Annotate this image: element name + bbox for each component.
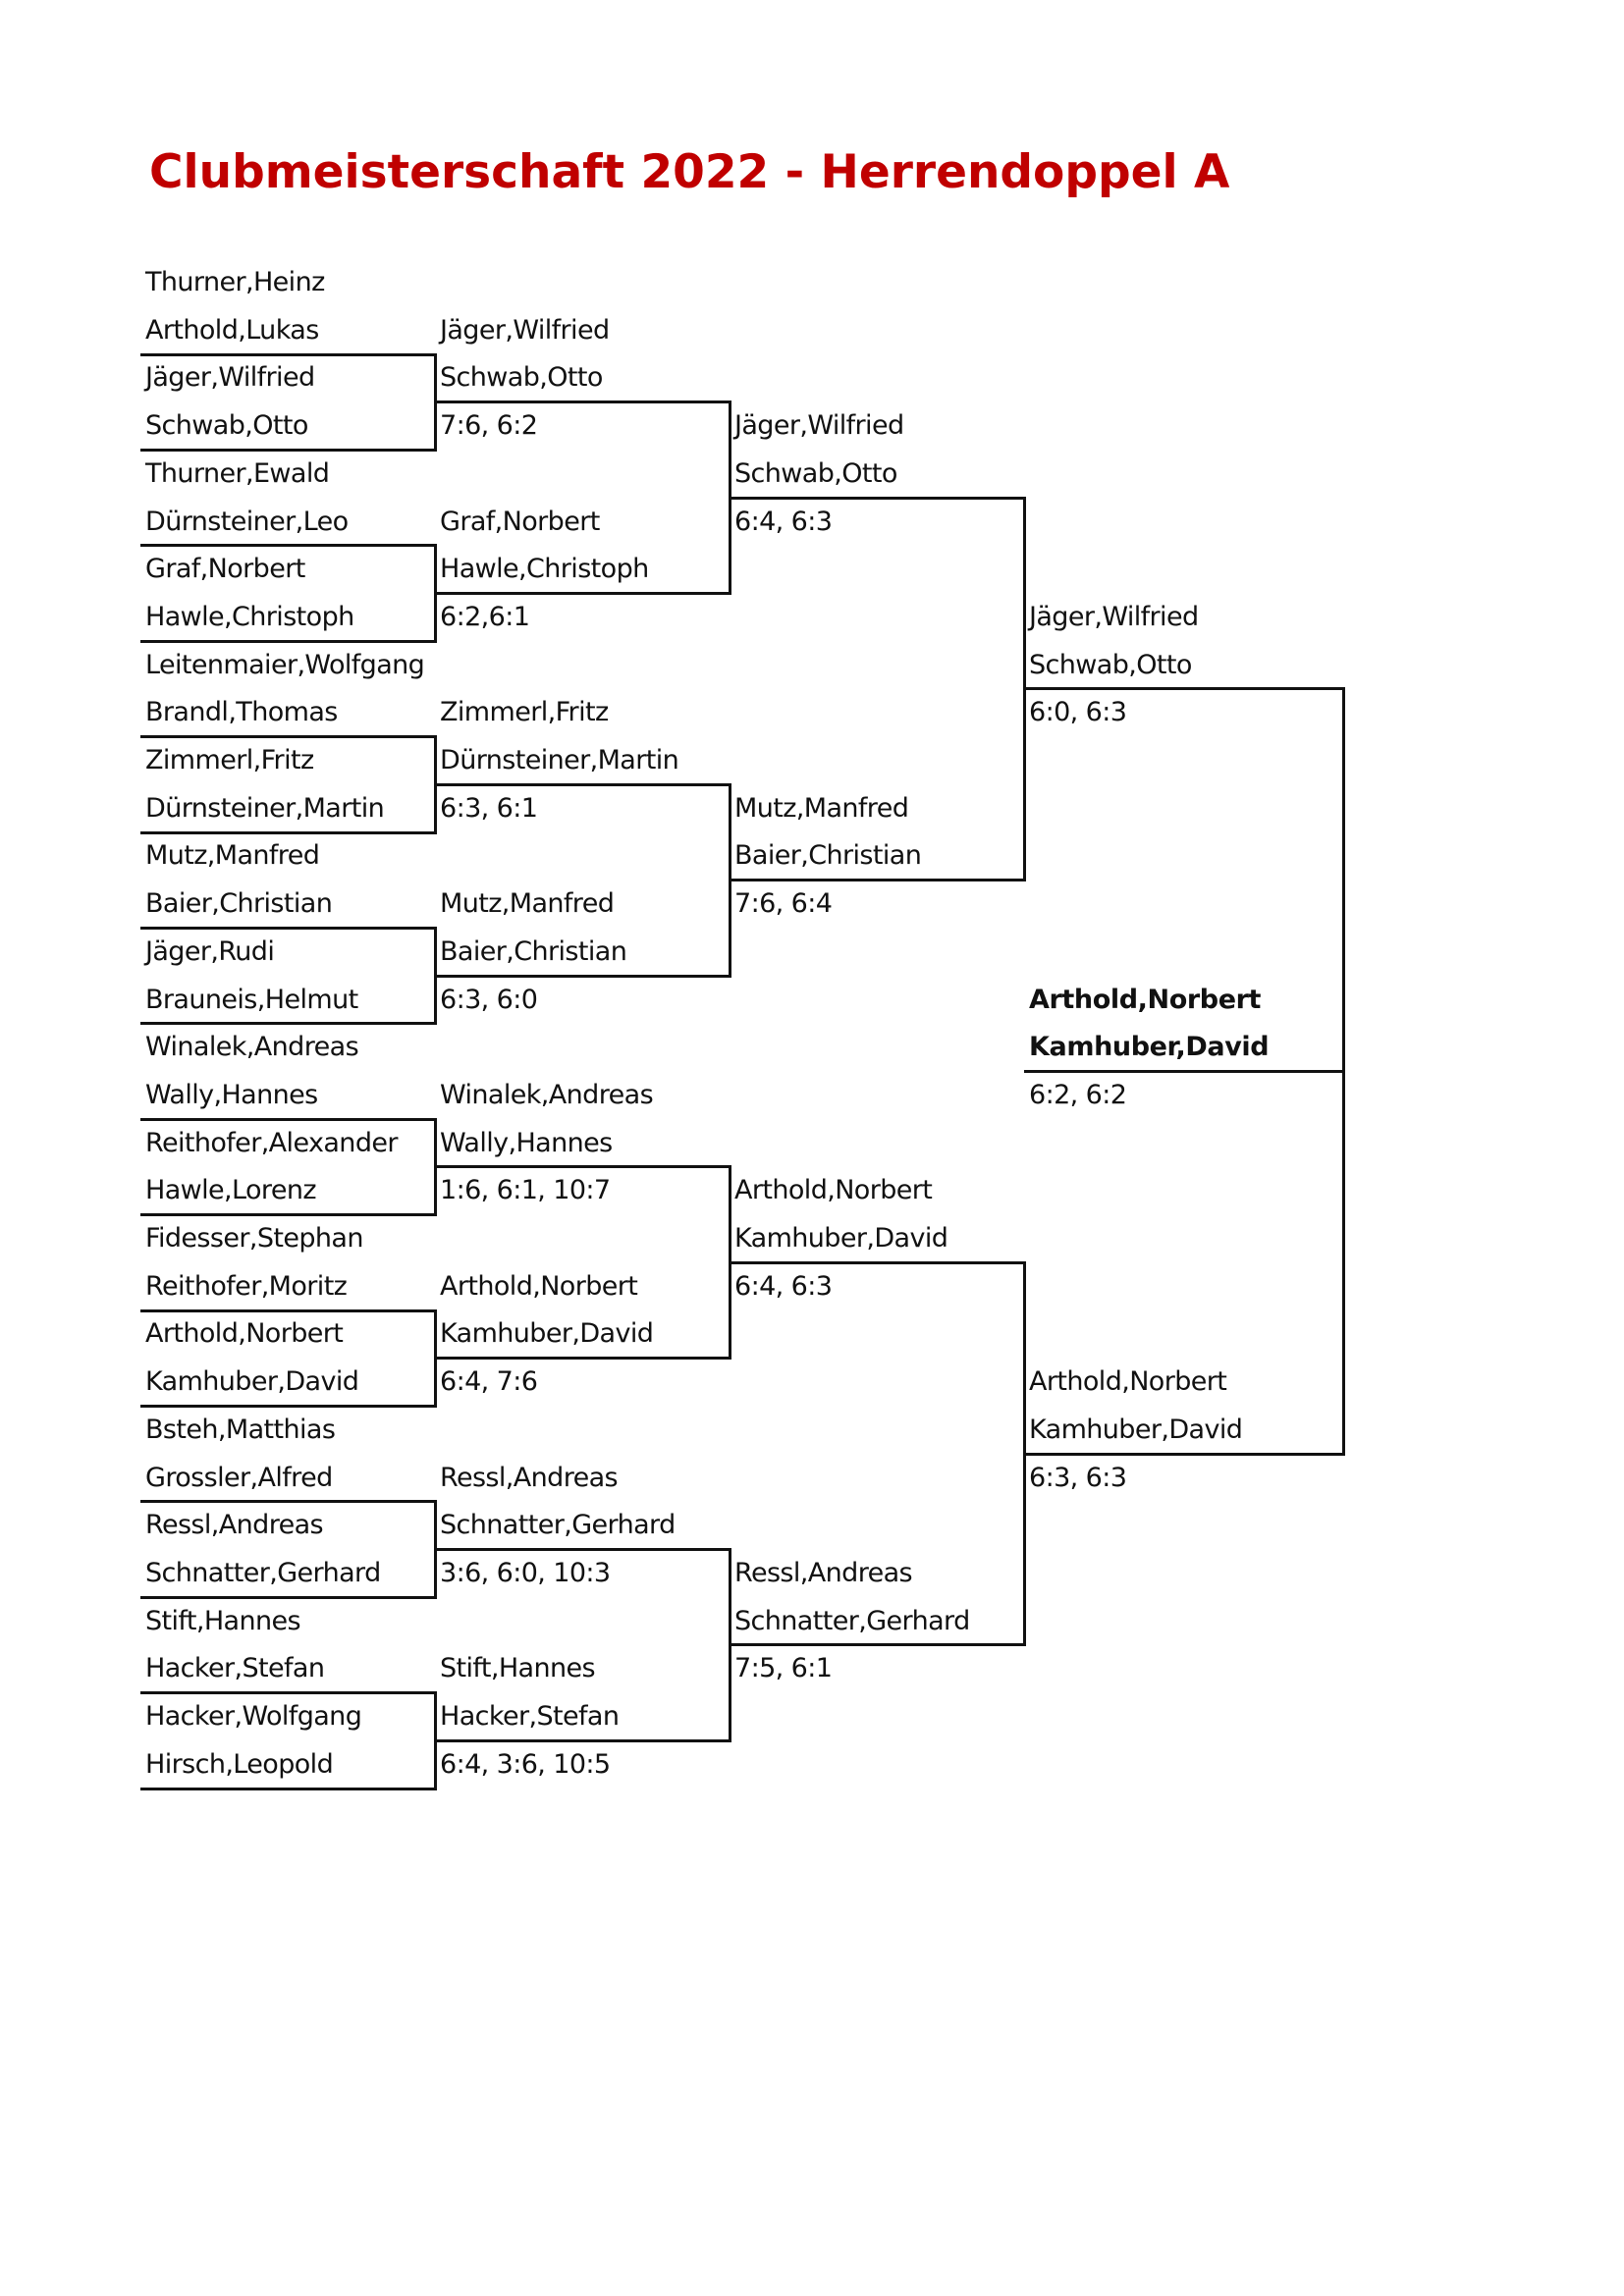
round2-player-name: Hawle,Christoph — [440, 554, 649, 585]
final-line — [1024, 1070, 1343, 1073]
semifinal-score: 6:3, 6:3 — [1029, 1462, 1127, 1493]
round1-player-name: Dürnsteiner,Martin — [145, 792, 385, 824]
round2-player-name: Baier,Christian — [440, 935, 627, 967]
round1-player-name: Thurner,Heinz — [145, 267, 325, 297]
final-score: 6:2, 6:2 — [1029, 1079, 1127, 1110]
round2-score: 1:6, 6:1, 10:7 — [440, 1175, 611, 1206]
round1-player-name: Schwab,Otto — [145, 410, 308, 442]
semifinal-player-name: Jäger,Wilfried — [1029, 601, 1199, 632]
round1-player-name: Wally,Hannes — [145, 1079, 318, 1110]
round1-bracket-bottom — [140, 1213, 435, 1216]
round2-player-name: Jäger,Wilfried — [440, 314, 610, 346]
round1-player-name: Arthold,Lukas — [145, 314, 319, 346]
round1-bracket-top — [140, 1500, 435, 1503]
round1-player-name: Hirsch,Leopold — [145, 1748, 334, 1780]
round1-player-name: Arthold,Norbert — [145, 1318, 344, 1350]
round1-player-name: Grossler,Alfred — [145, 1462, 333, 1493]
round2-score: 3:6, 6:0, 10:3 — [440, 1557, 611, 1588]
round1-player-name: Reithofer,Moritz — [145, 1270, 348, 1302]
round3-score: 6:4, 6:3 — [734, 506, 833, 537]
round2-player-name: Mutz,Manfred — [440, 888, 615, 920]
round2-score: 6:4, 3:6, 10:5 — [440, 1748, 611, 1780]
round1-bracket-bottom — [140, 1405, 435, 1408]
round1-player-name: Fidesser,Stephan — [145, 1223, 363, 1254]
round2-bracket-bottom — [435, 592, 730, 595]
round1-player-name: Zimmerl,Fritz — [145, 745, 314, 775]
round1-player-name: Baier,Christian — [145, 888, 333, 920]
round1-bracket-bottom — [140, 1596, 435, 1599]
round1-player-name: Dürnsteiner,Leo — [145, 506, 349, 537]
round1-bracket-top — [140, 353, 435, 356]
round3-bracket-top — [730, 497, 1024, 500]
round1-player-name: Winalek,Andreas — [145, 1032, 359, 1063]
round2-player-name: Dürnsteiner,Martin — [440, 745, 679, 775]
round3-bracket-bottom — [730, 879, 1024, 881]
round1-bracket-top — [140, 735, 435, 738]
round1-player-name: Brandl,Thomas — [145, 697, 338, 728]
round2-player-name: Graf,Norbert — [440, 506, 600, 537]
round2-player-name: Stift,Hannes — [440, 1653, 595, 1684]
round3-bracket-top — [730, 1261, 1024, 1264]
round1-player-name: Stift,Hannes — [145, 1605, 300, 1636]
round3-player-name: Kamhuber,David — [734, 1223, 948, 1254]
round1-bracket-bottom — [140, 640, 435, 643]
round3-player-name: Schwab,Otto — [734, 457, 897, 489]
round1-player-name: Ressl,Andreas — [145, 1510, 324, 1541]
round2-score: 6:4, 7:6 — [440, 1366, 538, 1398]
round3-player-name: Mutz,Manfred — [734, 792, 909, 824]
round1-bracket-top — [140, 1309, 435, 1312]
semifinal-player-name: Arthold,Norbert — [1029, 1366, 1227, 1398]
round1-player-name: Jäger,Rudi — [145, 935, 275, 967]
round2-bracket-top — [435, 783, 730, 786]
round1-player-name: Thurner,Ewald — [145, 457, 330, 489]
round1-player-name: Bsteh,Matthias — [145, 1414, 336, 1445]
round2-bracket-top — [435, 1165, 730, 1168]
round1-player-name: Reithofer,Alexander — [145, 1127, 398, 1158]
round3-bracket-bottom — [730, 1643, 1024, 1646]
round1-player-name: Hacker,Wolfgang — [145, 1701, 362, 1732]
round1-player-name: Jäger,Wilfried — [145, 362, 315, 394]
round1-player-name: Hacker,Stefan — [145, 1653, 325, 1684]
round2-score: 6:3, 6:0 — [440, 984, 538, 1015]
semifinal-score: 6:0, 6:3 — [1029, 697, 1127, 728]
round1-player-name: Schnatter,Gerhard — [145, 1557, 381, 1588]
round3-score: 7:6, 6:4 — [734, 888, 833, 920]
round2-player-name: Winalek,Andreas — [440, 1079, 654, 1110]
round3-player-name: Baier,Christian — [734, 840, 922, 872]
round2-player-name: Zimmerl,Fritz — [440, 697, 609, 728]
round1-player-name: Brauneis,Helmut — [145, 984, 358, 1015]
round2-player-name: Kamhuber,David — [440, 1318, 654, 1350]
round1-bracket-bottom — [140, 1788, 435, 1790]
round2-player-name: Arthold,Norbert — [440, 1270, 638, 1302]
round2-score: 7:6, 6:2 — [440, 410, 538, 442]
round2-bracket-bottom — [435, 975, 730, 978]
round2-score: 6:2,6:1 — [440, 601, 530, 632]
page-title: Clubmeisterschaft 2022 - Herrendoppel A — [149, 145, 1230, 199]
round1-bracket-top — [140, 927, 435, 930]
semifinal-bracket-bottom — [1024, 1453, 1343, 1456]
round1-player-name: Kamhuber,David — [145, 1366, 359, 1398]
round2-player-name: Wally,Hannes — [440, 1127, 613, 1158]
round1-player-name: Hawle,Christoph — [145, 601, 354, 632]
round2-player-name: Hacker,Stefan — [440, 1701, 620, 1732]
winner-name: Arthold,Norbert — [1029, 984, 1262, 1015]
round3-score: 6:4, 6:3 — [734, 1270, 833, 1302]
round2-bracket-top — [435, 400, 730, 403]
round2-player-name: Schwab,Otto — [440, 362, 603, 394]
round1-bracket-top — [140, 544, 435, 547]
round2-bracket-bottom — [435, 1357, 730, 1360]
round2-player-name: Ressl,Andreas — [440, 1462, 619, 1493]
round3-player-name: Schnatter,Gerhard — [734, 1605, 970, 1636]
round1-bracket-top — [140, 1118, 435, 1121]
round1-bracket-bottom — [140, 831, 435, 834]
round1-bracket-bottom — [140, 449, 435, 452]
round3-player-name: Arthold,Norbert — [734, 1175, 933, 1206]
round1-bracket-top — [140, 1691, 435, 1694]
round1-player-name: Graf,Norbert — [145, 554, 305, 585]
winner-name: Kamhuber,David — [1029, 1032, 1270, 1063]
round3-player-name: Ressl,Andreas — [734, 1557, 913, 1588]
semifinal-bracket-top — [1024, 687, 1343, 690]
round2-player-name: Schnatter,Gerhard — [440, 1510, 676, 1541]
round3-score: 7:5, 6:1 — [734, 1653, 833, 1684]
round1-bracket-bottom — [140, 1022, 435, 1025]
round1-player-name: Hawle,Lorenz — [145, 1175, 316, 1206]
round2-bracket-bottom — [435, 1739, 730, 1742]
round1-player-name: Leitenmaier,Wolfgang — [145, 649, 425, 680]
round1-player-name: Mutz,Manfred — [145, 840, 320, 872]
round2-bracket-top — [435, 1548, 730, 1551]
semifinal-player-name: Kamhuber,David — [1029, 1414, 1243, 1445]
round3-player-name: Jäger,Wilfried — [734, 410, 904, 442]
semifinal-player-name: Schwab,Otto — [1029, 649, 1192, 680]
round2-score: 6:3, 6:1 — [440, 792, 538, 824]
